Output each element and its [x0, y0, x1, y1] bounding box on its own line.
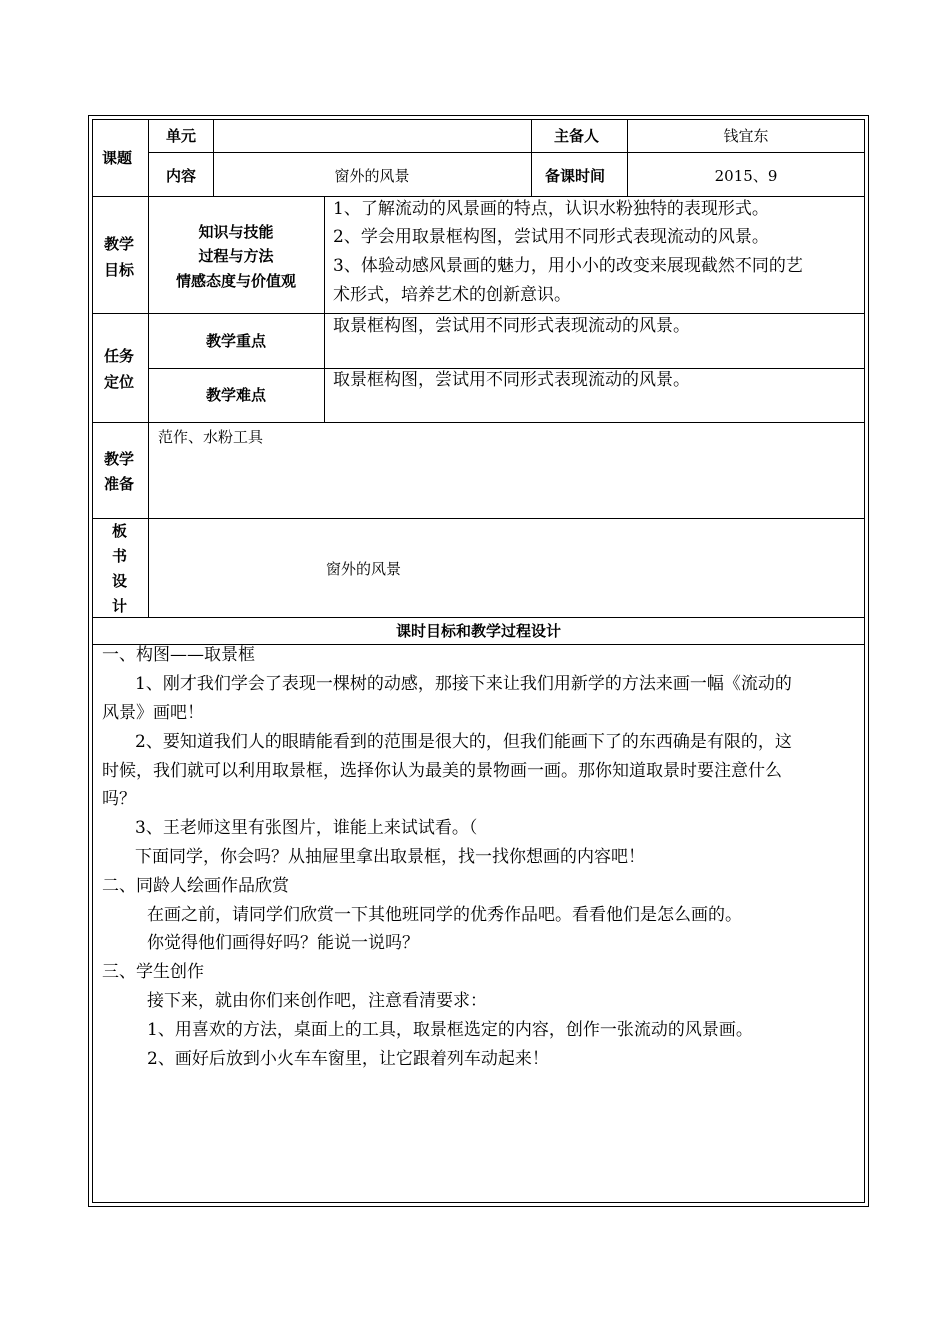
topic-label: 课题	[102, 149, 133, 167]
objective-item: 3、体验动感风景画的魅力，用小小的改变来展现截然不同的艺	[333, 256, 803, 276]
objective-item: 1、了解流动的风景画的特点，认识水粉独特的表现形式。	[333, 199, 769, 219]
process-line: 下面同学，你会吗？从抽屉里拿出取景框，找一找你想画的内容吧！	[135, 847, 645, 867]
row-divider	[92, 518, 865, 519]
row-divider	[92, 422, 865, 423]
process-title: 课时目标和教学过程设计	[395, 622, 561, 640]
content-label: 内容	[166, 167, 197, 185]
tasks-label-1: 任务	[104, 347, 135, 365]
preparer-value: 钱宜东	[723, 127, 769, 145]
board-label-char: 设	[112, 572, 128, 590]
process-line: 接下来，就由你们来创作吧，注意看清要求：	[147, 991, 487, 1011]
process-line: 二、同龄人绘画作品欣赏	[102, 876, 289, 896]
content-value: 窗外的风景	[334, 167, 410, 185]
process-line: 1、用喜欢的方法，桌面上的工具，取景框选定的内容，创作一张流动的风景画。	[147, 1020, 753, 1040]
board-label-char: 书	[112, 547, 128, 565]
objectives-label-2: 目标	[104, 261, 135, 279]
process-line: 2、画好后放到小火车车窗里，让它跟着列车动起来！	[147, 1049, 549, 1069]
tasks-label-2: 定位	[104, 373, 135, 391]
prep-time-label: 备课时间	[545, 167, 606, 185]
unit-label: 单元	[166, 127, 197, 145]
preparation-label-2: 准备	[104, 475, 135, 493]
board-value: 窗外的风景	[326, 560, 402, 578]
row-divider	[148, 152, 865, 153]
objectives-label-1: 教学	[104, 235, 135, 253]
col-divider	[531, 119, 532, 196]
process-line: 你觉得他们画得好吗？能说一说吗？	[147, 933, 419, 953]
process-line: 2、要知道我们人的眼睛能看到的范围是很大的，但我们能画下了的东西确是有限的，这	[135, 732, 792, 752]
process-line: 三、学生创作	[102, 962, 204, 982]
objective-item: 2、学会用取景框构图，尝试用不同形式表现流动的风景。	[333, 227, 769, 247]
difficulty-label: 教学难点	[205, 386, 266, 404]
key-point-value: 取景框构图，尝试用不同形式表现流动的风景。	[333, 316, 690, 336]
objective-dimension: 知识与技能	[198, 223, 274, 241]
preparation-value: 范作、水粉工具	[158, 428, 264, 446]
process-line: 1、刚才我们学会了表现一棵树的动感，那接下来让我们用新学的方法来画一幅《流动的	[135, 674, 792, 694]
objective-dimension: 过程与方法	[198, 247, 274, 265]
process-line: 时候，我们就可以利用取景框，选择你认为最美的景物画一画。那你知道取景时要注意什么	[102, 761, 782, 781]
row-divider	[92, 617, 865, 618]
prep-time-value: 2015、9	[714, 167, 778, 185]
objective-item: 术形式，培养艺术的创新意识。	[333, 285, 571, 305]
col-divider	[324, 196, 325, 422]
process-line: 3、王老师这里有张图片，谁能上来试试看。（	[135, 818, 478, 838]
process-line: 在画之前，请同学们欣赏一下其他班同学的优秀作品吧。看看他们是怎么画的。	[147, 905, 742, 925]
board-label-char: 计	[112, 597, 128, 615]
difficulty-value: 取景框构图，尝试用不同形式表现流动的风景。	[333, 370, 690, 390]
process-line: 一、构图——取景框	[102, 645, 255, 665]
col-divider	[148, 119, 149, 617]
process-line: 风景》画吧！	[102, 703, 204, 723]
objective-dimension: 情感态度与价值观	[175, 272, 296, 290]
key-point-label: 教学重点	[205, 332, 266, 350]
preparation-label-1: 教学	[104, 450, 135, 468]
board-label-char: 板	[112, 522, 128, 540]
process-line: 吗？	[102, 789, 136, 809]
preparer-label: 主备人	[554, 127, 600, 145]
